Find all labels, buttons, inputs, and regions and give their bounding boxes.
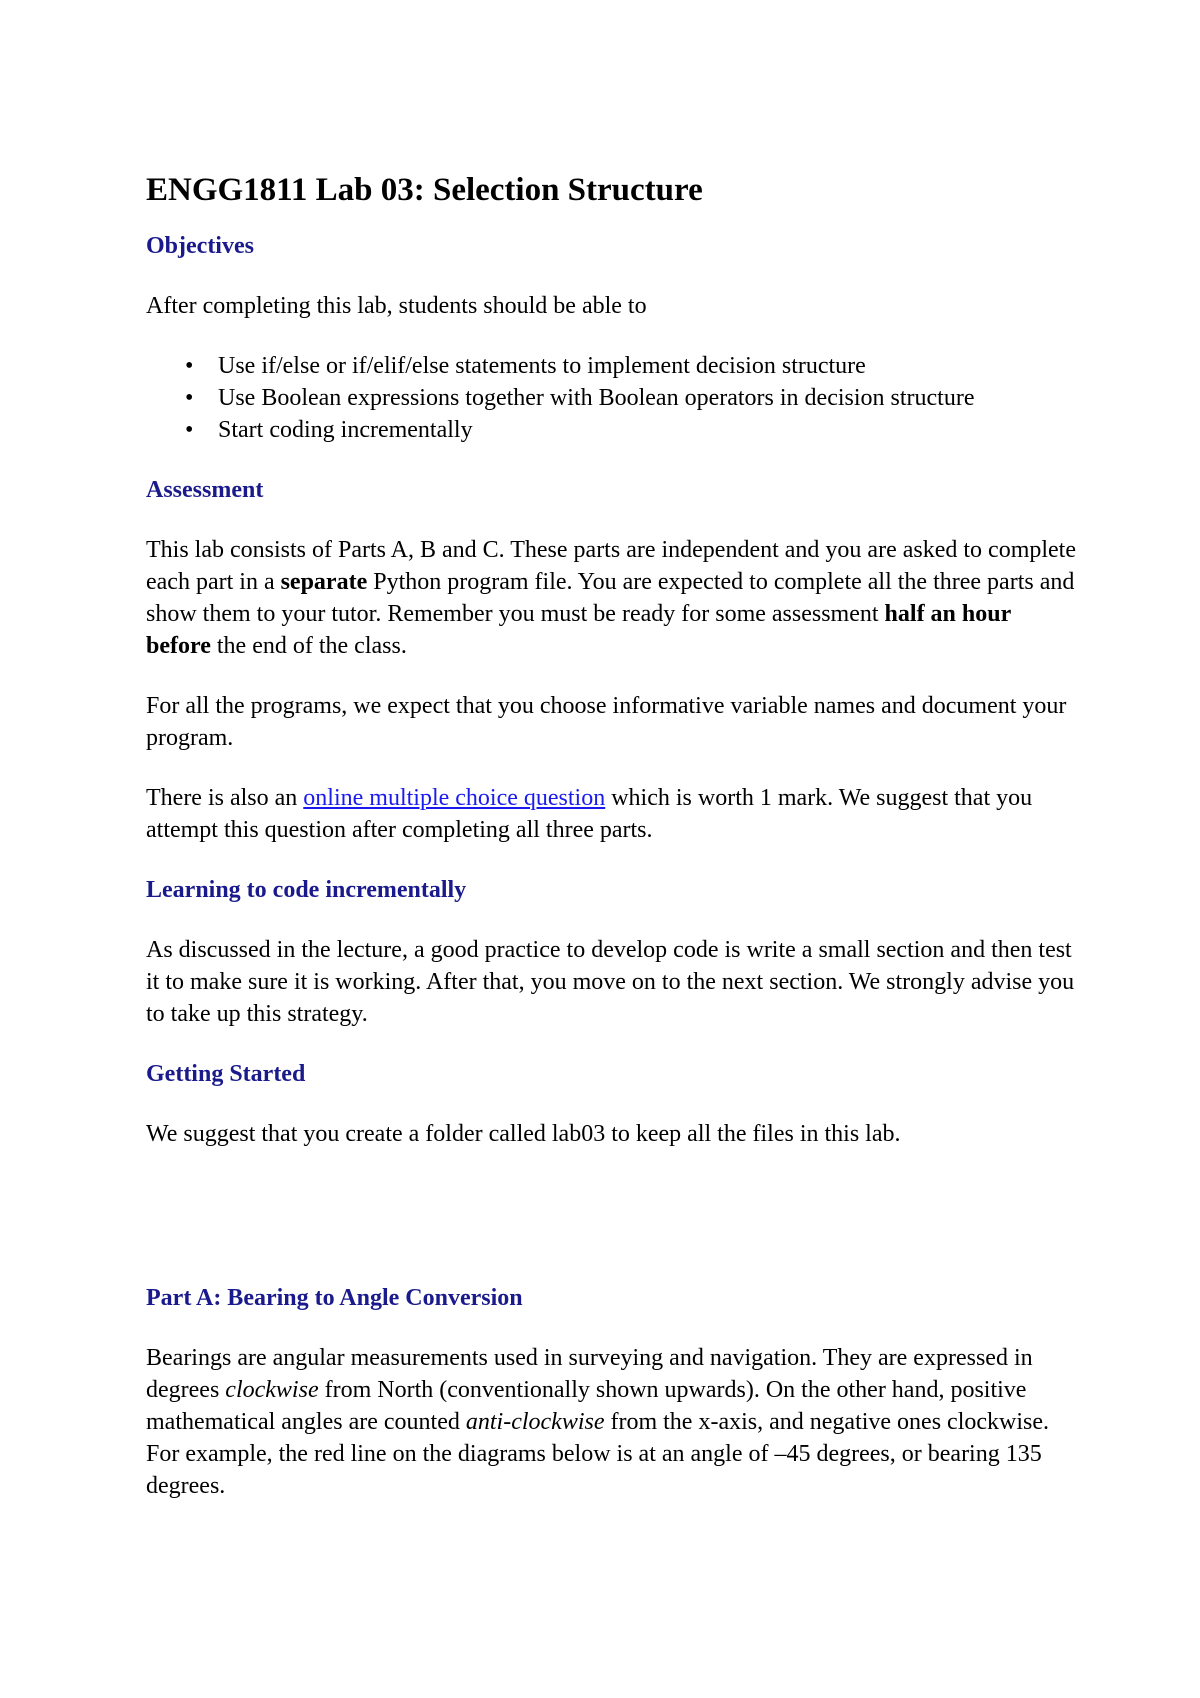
part-a-text: from the x-axis, and negative ones clockwise. For example, the red line on the diagrams below is at an angle of –45 degrees, or bearing 135 degrees. <box>146 1409 1050 1499</box>
objective-text: Use if/else or if/elif/else statements to implement decision structure <box>218 353 866 379</box>
objective-text: Start coding incrementally <box>218 417 473 443</box>
getting-started-paragraph: We suggest that you create a folder called lab03 to keep all the files in this lab. <box>146 1121 901 1147</box>
emphasis-separate: separate <box>280 569 368 595</box>
objectives-list <box>146 350 1076 446</box>
assessment-text: the end of the class. <box>210 633 407 659</box>
list-item <box>185 382 1076 414</box>
learning-paragraph: As discussed in the lecture, a good practice to develop code is write a small section and then test it to make sure it is working. After that, you move on to the next section. We strongly advise you to take up this strategy. <box>146 937 1075 1027</box>
part-a-paragraph <box>146 1342 1076 1502</box>
objectives-heading: Objectives <box>146 233 254 259</box>
getting-started-heading: Getting Started <box>146 1061 306 1087</box>
emphasis-anti-clockwise: anti-clockwise <box>465 1409 605 1435</box>
assessment-text: Python program file. You are expected to complete all the three parts and show them to your tutor. Remember you must be ready for some assessment <box>146 569 1075 627</box>
assessment-paragraph-3 <box>146 782 1076 846</box>
list-item <box>185 350 1076 382</box>
assessment-paragraph-2: For all the programs, we expect that you choose informative variable names and document your program. <box>146 693 1067 751</box>
part-a-text: Bearings are angular measurements used in surveying and navigation. They are expressed in degrees <box>146 1345 1033 1403</box>
objectives-intro: After completing this lab, students should be able to <box>146 293 647 319</box>
assessment-text: There is also an <box>146 785 304 811</box>
list-item <box>185 414 1076 446</box>
bullet-icon: • <box>185 417 194 443</box>
section-spacer <box>146 1178 1076 1282</box>
emphasis-half-hour: half an hour before <box>146 601 1011 659</box>
online-mcq-link[interactable]: online multiple choice question <box>303 785 606 811</box>
part-a-heading: Part A: Bearing to Angle Conversion <box>146 1285 523 1311</box>
emphasis-clockwise: clockwise <box>225 1377 319 1403</box>
bullet-icon: • <box>185 353 194 379</box>
document-page <box>146 170 1076 1530</box>
assessment-text: which is worth 1 mark. We suggest that you attempt this question after completing all three parts. <box>146 785 1033 843</box>
bullet-icon: • <box>185 385 194 411</box>
part-a-text: from North (conventionally shown upwards). On the other hand, positive mathematical angles are counted <box>146 1377 1027 1435</box>
learning-heading: Learning to code incrementally <box>146 877 467 903</box>
assessment-text: This lab consists of Parts A, B and C. These parts are independent and you are asked to complete each part in a <box>146 537 1076 595</box>
objective-text: Use Boolean expressions together with Boolean operators in decision structure <box>218 385 975 411</box>
assessment-heading: Assessment <box>146 477 264 503</box>
page-title: ENGG1811 Lab 03: Selection Structure <box>146 172 703 208</box>
assessment-paragraph-1 <box>146 534 1076 662</box>
